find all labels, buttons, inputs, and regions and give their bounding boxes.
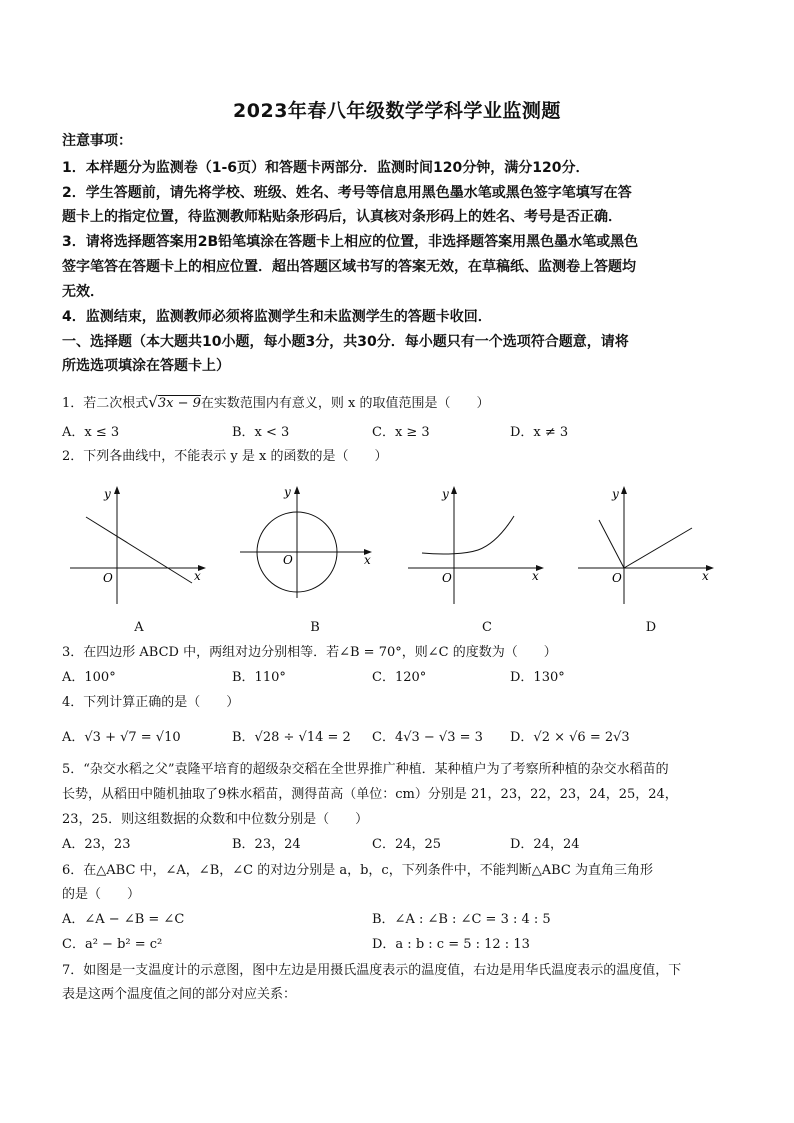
notice-item: 2．学生答题前，请先将学校、班级、姓名、考号等信息用黑色墨水笔或黑色签字笔填写在答: [62, 185, 632, 201]
question-2: 2．下列各曲线中，不能表示 y 是 x 的函数的是（ ）: [62, 449, 388, 464]
q3-option-d: D．130°: [510, 670, 565, 685]
q5-option-d: D．24，24: [510, 837, 580, 852]
graph-caption-b: B: [310, 620, 320, 635]
section-heading: 一、选择题（本大题共10小题，每小题3分，共30分．每小题只有一个选项符合题意，请将: [62, 334, 629, 350]
section-heading-cont: 所选选项填涂在答题卡上）: [62, 358, 230, 374]
origin-label: O: [103, 571, 113, 585]
question-3: 3．在四边形 ABCD 中，两组对边分别相等．若∠B = 70°，则∠C 的度数为（ ）: [62, 645, 557, 660]
q6-option-b: B．∠A : ∠B : ∠C = 3 : 4 : 5: [372, 912, 551, 927]
notice-item: 题卡上的指定位置，待监测教师粘贴条形码后，认真核对条形码上的姓名、考号是否正确．: [62, 209, 622, 225]
origin-label: O: [612, 571, 622, 585]
x-axis-label: x: [194, 569, 201, 583]
q1-option-c: C．x ≥ 3: [372, 425, 430, 440]
q1-option-d: D．x ≠ 3: [510, 425, 569, 440]
q4-option-a: A．√3 + √7 = √10: [62, 730, 181, 745]
q6-option-a: A．∠A − ∠B = ∠C: [62, 912, 185, 927]
question-1: [62, 392, 742, 414]
x-axis-label: x: [702, 569, 709, 583]
q6-option-c: C．a² − b² = c²: [62, 937, 163, 952]
q1-option-b: B．x < 3: [232, 425, 290, 440]
q3-option-c: C．120°: [372, 670, 427, 685]
q4-option-b: B．√28 ÷ √14 = 2: [232, 730, 351, 745]
question-7-line: 表是这两个温度值之间的部分对应关系：: [62, 987, 297, 1002]
question-4: 4．下列计算正确的是（ ）: [62, 695, 240, 710]
y-axis-label: y: [284, 485, 291, 499]
q1-suffix: 在实数范围内有意义，则 x 的取值范围是（ ）: [200, 396, 490, 411]
notice-item: 3．请将选择题答案用2B铅笔填涂在答题卡上相应的位置，非选择题答案用黑色墨水笔或黑色: [62, 234, 639, 250]
x-axis-label: x: [532, 569, 539, 583]
question-5-line: 长势，从稻田中随机抽取了9株水稻苗，测得苗高（单位：cm）分别是 21，23，22，23，24，25，24，: [62, 787, 678, 802]
q1-option-a: A．x ≤ 3: [62, 425, 120, 440]
question-5-line: 5．“杂交水稻之父”袁隆平培育的超级杂交稻在全世界推广种植．某种植户为了考察所种植的杂交水稻苗的: [62, 762, 669, 777]
graph-caption-d: D: [645, 620, 657, 635]
y-axis-label: y: [442, 487, 449, 501]
origin-label: O: [283, 553, 293, 567]
notice-item: 4．监测结束，监测教师必须将监测学生和未监测学生的答题卡收回．: [62, 309, 492, 325]
radical-sign: √: [148, 393, 158, 411]
notice-item: 签字笔答在答题卡上的相应位置．超出答题区域书写的答案无效，在草稿纸、监测卷上答题均: [62, 259, 636, 275]
q6-option-d: D．a : b : c = 5 : 12 : 13: [372, 937, 530, 952]
q5-option-b: B．23，24: [232, 837, 301, 852]
graph-a: [66, 480, 212, 608]
q4-option-d: D．√2 × √6 = 2√3: [510, 730, 630, 745]
graph-caption-a: A: [134, 620, 144, 635]
q5-option-c: C．24，25: [372, 837, 442, 852]
page-title: 2023年春八年级数学学科学业监测题: [233, 100, 561, 122]
q4-option-c: C．4√3 − √3 = 3: [372, 730, 483, 745]
question-6-line: 的是（ ）: [62, 887, 141, 902]
q3-option-b: B．110°: [232, 670, 286, 685]
notice-item: 无效．: [62, 284, 104, 300]
graph-c: [404, 480, 550, 608]
q5-option-a: A．23，23: [62, 837, 131, 852]
question-5-line: 23，25．则这组数据的众数和中位数分别是（ ）: [62, 812, 369, 827]
graph-d: [574, 480, 720, 608]
q3-option-a: A．100°: [62, 670, 116, 685]
q1-radicand: 3x − 9: [157, 396, 201, 411]
notice-heading: 注意事项：: [62, 133, 132, 149]
y-axis-label: y: [104, 487, 111, 501]
question-7-line: 7．如图是一支温度计的示意图，图中左边是用摄氏温度表示的温度值，右边是用华氏温度表示的温度值，下: [62, 963, 682, 978]
origin-label: O: [442, 571, 452, 585]
graph-caption-c: C: [482, 620, 492, 635]
notice-item: 1．本样题分为监测卷（1-6页）和答题卡两部分．监测时间120分钟，满分120分．: [62, 160, 590, 176]
question-6-line: 6．在△ABC 中，∠A，∠B，∠C 的对边分别是 a，b，c，下列条件中，不能判断△ABC 为直角三角形: [62, 863, 653, 878]
graph-b: [236, 478, 382, 602]
y-axis-label: y: [612, 487, 619, 501]
x-axis-label: x: [364, 553, 371, 567]
q1-prefix: 1．若二次根式: [62, 396, 149, 411]
